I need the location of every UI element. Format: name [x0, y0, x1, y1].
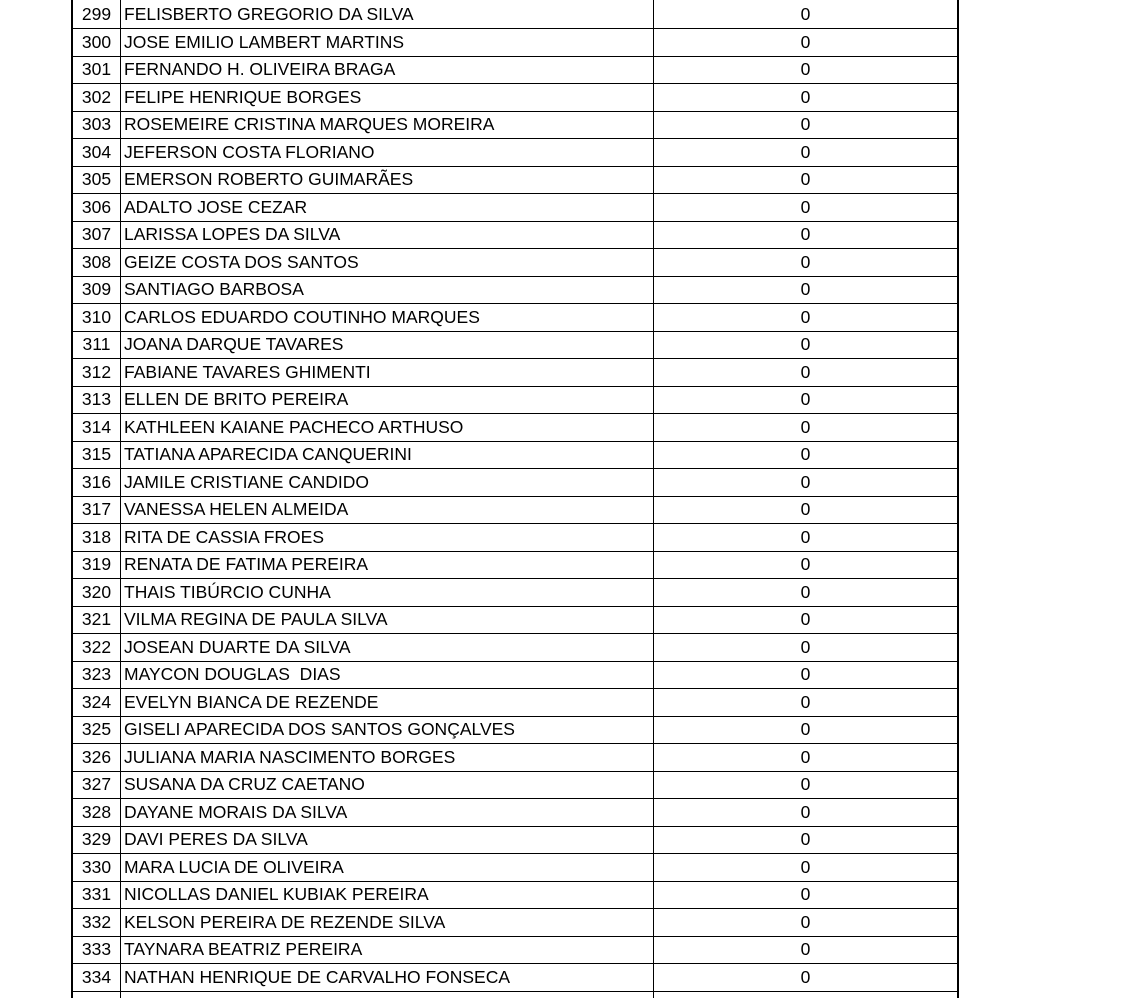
- table-row: [73, 194, 957, 222]
- table-row: [73, 497, 957, 525]
- value-cell: 0: [800, 856, 811, 877]
- name-cell: JOANA DARQUE TAVARES: [121, 332, 654, 359]
- name-cell: DAVI PERES DA SILVA: [121, 827, 654, 854]
- table-row: [73, 304, 957, 332]
- row-number-cell: 301: [73, 57, 121, 84]
- name-cell: KATHLEEN KAIANE PACHECO ARTHUSO: [121, 414, 654, 441]
- value-cell: 0: [800, 636, 811, 657]
- name-cell: SUSANA DA CRUZ CAETANO: [121, 772, 654, 799]
- name-cell: LARISSA LOPES DA SILVA: [121, 222, 654, 249]
- table-row: [73, 29, 957, 57]
- name-cell: ELLEN DE BRITO PEREIRA: [121, 387, 654, 414]
- value-cell: 0: [800, 554, 811, 575]
- table-row: [73, 277, 957, 305]
- row-number-cell: 319: [73, 552, 121, 579]
- table-row: [73, 882, 957, 910]
- value-cell: 0: [800, 334, 811, 355]
- row-number-cell: 313: [73, 387, 121, 414]
- name-cell: THAIS TIBÚRCIO CUNHA: [121, 579, 654, 606]
- row-number-cell: 299: [73, 0, 121, 28]
- table-row: [73, 359, 957, 387]
- name-cell: VILMA REGINA DE PAULA SILVA: [121, 607, 654, 634]
- table-row: [73, 167, 957, 195]
- row-number-cell: 312: [73, 359, 121, 386]
- row-number-cell: 318: [73, 524, 121, 551]
- value-cell: 0: [800, 746, 811, 767]
- value-cell: 0: [800, 581, 811, 602]
- row-number-cell: 307: [73, 222, 121, 249]
- name-cell: VANESSA HELEN ALMEIDA: [121, 497, 654, 524]
- table-row: [73, 524, 957, 552]
- value-cell: 0: [800, 224, 811, 245]
- table-row: [73, 909, 957, 937]
- table-row: [73, 799, 957, 827]
- table-row: [73, 964, 957, 992]
- name-cell: NICOLLAS DANIEL KUBIAK PEREIRA: [121, 882, 654, 909]
- table-row: [73, 387, 957, 415]
- value-cell: 0: [800, 966, 811, 987]
- name-cell: FABIANE TAVARES GHIMENTI: [121, 359, 654, 386]
- name-cell: NATHAN HENRIQUE DE CARVALHO FONSECA: [121, 964, 654, 991]
- table-row: [73, 717, 957, 745]
- row-number-cell: 331: [73, 882, 121, 909]
- name-cell: FERNANDO H. OLIVEIRA BRAGA: [121, 57, 654, 84]
- value-cell: 0: [800, 664, 811, 685]
- table-row: [73, 552, 957, 580]
- table-row: [73, 579, 957, 607]
- row-number-cell: 320: [73, 579, 121, 606]
- name-cell: JULIANA MARIA NASCIMENTO BORGES: [121, 744, 654, 771]
- row-number-cell: 305: [73, 167, 121, 194]
- name-cell: TAYNARA BEATRIZ PEREIRA: [121, 937, 654, 964]
- name-cell: EVELYN BIANCA DE REZENDE: [121, 689, 654, 716]
- value-cell: 0: [800, 801, 811, 822]
- table-row: [73, 84, 957, 112]
- table-row: [73, 827, 957, 855]
- value-cell: 0: [800, 169, 811, 190]
- table-row: [73, 937, 957, 965]
- row-number-cell: 314: [73, 414, 121, 441]
- name-cell: ADALTO JOSE CEZAR: [121, 194, 654, 221]
- value-cell: 0: [800, 884, 811, 905]
- value-cell: 0: [800, 911, 811, 932]
- table-row: [73, 222, 957, 250]
- row-number-cell: 323: [73, 662, 121, 689]
- value-cell: 0: [800, 526, 811, 547]
- table-row: [73, 414, 957, 442]
- value-cell: 0: [800, 251, 811, 272]
- row-number-cell: 311: [73, 332, 121, 359]
- table-row: [73, 249, 957, 277]
- row-number-cell: 329: [73, 827, 121, 854]
- value-cell: 0: [800, 416, 811, 437]
- row-number-cell: 304: [73, 139, 121, 166]
- row-number-cell: 333: [73, 937, 121, 964]
- name-cell: JAMILE CRISTIANE CANDIDO: [121, 469, 654, 496]
- row-number-cell: 302: [73, 84, 121, 111]
- row-number-cell: 326: [73, 744, 121, 771]
- empty-cell: [654, 992, 957, 998]
- row-number-cell: 306: [73, 194, 121, 221]
- row-number-cell: 308: [73, 249, 121, 276]
- value-cell: 0: [800, 59, 811, 80]
- table-row: [73, 689, 957, 717]
- row-number-cell: 325: [73, 717, 121, 744]
- value-cell: 0: [800, 444, 811, 465]
- table-row: [73, 854, 957, 882]
- value-cell: 0: [800, 774, 811, 795]
- row-number-cell: 315: [73, 442, 121, 469]
- value-cell: 0: [800, 141, 811, 162]
- value-cell: 0: [800, 196, 811, 217]
- name-cell: RITA DE CASSIA FROES: [121, 524, 654, 551]
- value-cell: 0: [800, 499, 811, 520]
- value-cell: 0: [800, 829, 811, 850]
- table-row: [73, 662, 957, 690]
- name-cell: KELSON PEREIRA DE REZENDE SILVA: [121, 909, 654, 936]
- value-cell: 0: [800, 719, 811, 740]
- name-cell: DAYANE MORAIS DA SILVA: [121, 799, 654, 826]
- row-number-cell: 330: [73, 854, 121, 881]
- row-number-cell: 300: [73, 29, 121, 56]
- row-number-cell: 332: [73, 909, 121, 936]
- row-number-cell: 303: [73, 112, 121, 139]
- value-cell: 0: [800, 114, 811, 135]
- value-cell: 0: [800, 471, 811, 492]
- table-row: [73, 442, 957, 470]
- name-cell: SANTIAGO BARBOSA: [121, 277, 654, 304]
- name-cell: GISELI APARECIDA DOS SANTOS GONÇALVES: [121, 717, 654, 744]
- table-row: [73, 0, 957, 29]
- name-cell: EMERSON ROBERTO GUIMARÃES: [121, 167, 654, 194]
- name-cell: MARA LUCIA DE OLIVEIRA: [121, 854, 654, 881]
- table-row: [73, 57, 957, 85]
- name-cell: FELIPE HENRIQUE BORGES: [121, 84, 654, 111]
- value-cell: 0: [800, 691, 811, 712]
- row-number-cell: 309: [73, 277, 121, 304]
- value-cell: 0: [800, 86, 811, 107]
- row-number-cell: 334: [73, 964, 121, 991]
- row-number-cell: 310: [73, 304, 121, 331]
- table-row: [73, 634, 957, 662]
- table-row: [73, 112, 957, 140]
- row-number-cell: 328: [73, 799, 121, 826]
- name-cell: GEIZE COSTA DOS SANTOS: [121, 249, 654, 276]
- table-row: [73, 332, 957, 360]
- value-cell: 0: [800, 361, 811, 382]
- table-row: [73, 772, 957, 800]
- name-cell: JEFERSON COSTA FLORIANO: [121, 139, 654, 166]
- table-row: [73, 139, 957, 167]
- row-number-cell: 316: [73, 469, 121, 496]
- table-row: [73, 469, 957, 497]
- name-cell: JOSE EMILIO LAMBERT MARTINS: [121, 29, 654, 56]
- name-cell: FELISBERTO GREGORIO DA SILVA: [121, 0, 654, 28]
- value-cell: 0: [800, 939, 811, 960]
- row-number-cell: 321: [73, 607, 121, 634]
- row-number-cell: 322: [73, 634, 121, 661]
- table-row: [73, 607, 957, 635]
- results-table: [71, 0, 959, 998]
- value-cell: 0: [800, 3, 811, 24]
- value-cell: 0: [800, 279, 811, 300]
- name-cell: JOSEAN DUARTE DA SILVA: [121, 634, 654, 661]
- table-row-partial: [73, 992, 957, 998]
- name-cell: CARLOS EDUARDO COUTINHO MARQUES: [121, 304, 654, 331]
- table-row: [73, 744, 957, 772]
- row-number-cell: 327: [73, 772, 121, 799]
- row-number-cell: 317: [73, 497, 121, 524]
- row-number-cell: 324: [73, 689, 121, 716]
- name-cell: TATIANA APARECIDA CANQUERINI: [121, 442, 654, 469]
- value-cell: 0: [800, 609, 811, 630]
- value-cell: 0: [800, 389, 811, 410]
- value-cell: 0: [800, 306, 811, 327]
- name-cell: MAYCON DOUGLAS DIAS: [121, 662, 654, 689]
- value-cell: 0: [800, 31, 811, 52]
- empty-cell: [73, 992, 121, 998]
- name-cell: ROSEMEIRE CRISTINA MARQUES MOREIRA: [121, 112, 654, 139]
- name-cell: RENATA DE FATIMA PEREIRA: [121, 552, 654, 579]
- empty-cell: [121, 992, 654, 998]
